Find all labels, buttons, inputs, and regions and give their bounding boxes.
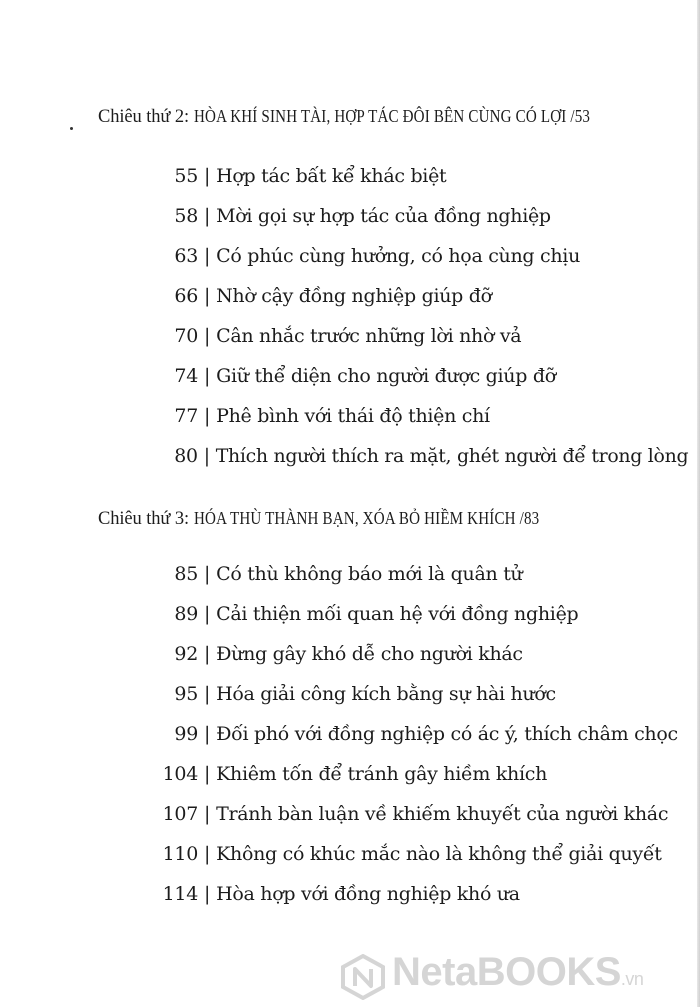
toc-separator: | xyxy=(204,205,211,227)
toc-entry-title: Hòa hợp với đồng nghiệp khó ưa xyxy=(216,883,520,905)
chapter-prefix: Chiêu thứ 3: xyxy=(98,509,194,529)
toc-entry-title: Có thù không báo mới là quân tử xyxy=(216,563,523,585)
toc-separator: | xyxy=(204,883,211,905)
toc-entry xyxy=(152,324,521,348)
toc-page-number: 114 xyxy=(162,883,198,905)
toc-page-number: 74 xyxy=(174,365,198,387)
toc-page-number: 110 xyxy=(162,843,198,865)
toc-page-number: 63 xyxy=(174,245,198,267)
toc-page-number: 89 xyxy=(174,603,198,625)
toc-page-number: 58 xyxy=(174,205,198,227)
toc-separator: | xyxy=(204,643,211,665)
toc-separator: | xyxy=(204,723,211,745)
toc-entry-title: Cải thiện mối quan hệ với đồng nghiệp xyxy=(216,603,579,625)
toc-entry xyxy=(152,244,580,268)
chapter-title: HÓA THÙ THÀNH BẠN, XÓA BỎ HIỀM KHÍCH /83 xyxy=(193,508,539,528)
toc-entry xyxy=(152,562,522,586)
toc-page-number: 80 xyxy=(174,445,198,467)
toc-separator: | xyxy=(204,405,211,427)
watermark-brand-text: NetaBOOKS xyxy=(392,950,621,994)
watermark-logo xyxy=(340,950,700,1007)
toc-page-number: 104 xyxy=(162,763,198,785)
toc-page-number: 77 xyxy=(174,405,198,427)
toc-entry xyxy=(152,882,520,906)
chapter-heading xyxy=(98,106,654,128)
toc-page-number: 85 xyxy=(174,563,198,585)
toc-entry xyxy=(152,802,668,826)
chapter-title: HÒA KHÍ SINH TÀI, HỢP TÁC ĐÔI BÊN CÙNG CÓ LỢI /53 xyxy=(193,106,590,126)
toc-entry xyxy=(152,404,490,428)
toc-page-number: 95 xyxy=(174,683,198,705)
toc-entry-title: Tránh bàn luận về khiếm khuyết của người khác xyxy=(216,803,669,825)
toc-page-number: 92 xyxy=(174,643,198,665)
toc-entry-title: Cân nhắc trước những lời nhờ vả xyxy=(216,325,522,347)
toc-entry-title: Hợp tác bất kể khác biệt xyxy=(216,165,447,187)
toc-separator: | xyxy=(204,365,211,387)
toc-separator: | xyxy=(204,683,211,705)
toc-separator: | xyxy=(203,445,210,467)
watermark-brand xyxy=(392,950,643,995)
toc-entry xyxy=(152,204,551,228)
toc-entry xyxy=(152,284,492,308)
toc-page-number: 99 xyxy=(174,723,198,745)
toc-page-number: 66 xyxy=(174,285,198,307)
toc-entry-title: Hóa giải công kích bằng sự hài hước xyxy=(216,683,556,705)
toc-entry xyxy=(152,444,688,468)
toc-entry-title: Thích người thích ra mặt, ghét người để trong lòng xyxy=(215,445,689,467)
toc-page-number: 107 xyxy=(162,803,198,825)
toc-page-number: 55 xyxy=(174,165,198,187)
toc-separator: | xyxy=(204,843,211,865)
toc-page-number: 70 xyxy=(174,325,198,347)
chapter-heading xyxy=(98,508,595,530)
toc-entry-title: Không có khúc mắc nào là không thể giải quyết xyxy=(216,843,662,865)
toc-separator: | xyxy=(204,245,211,267)
neta-books-logo-icon xyxy=(340,954,386,1000)
toc-entry xyxy=(152,602,578,626)
toc-entry-title: Giữ thể diện cho người được giúp đỡ xyxy=(216,365,556,387)
toc-entry-title: Đối phó với đồng nghiệp có ác ý, thích châm chọc xyxy=(216,723,678,745)
toc-entry xyxy=(152,762,547,786)
toc-entry xyxy=(152,642,523,666)
toc-entry xyxy=(152,364,556,388)
toc-entry-title: Phê bình với thái độ thiện chí xyxy=(216,405,490,427)
watermark-tld: .vn xyxy=(620,969,644,989)
bullet-dot xyxy=(70,127,73,130)
toc-separator: | xyxy=(204,285,211,307)
toc-entry-title: Có phúc cùng hưởng, có họa cùng chịu xyxy=(216,245,581,267)
toc-separator: | xyxy=(204,603,211,625)
toc-entry-title: Đừng gây khó dễ cho người khác xyxy=(216,643,523,665)
toc-entry-title: Khiêm tốn để tránh gây hiềm khích xyxy=(216,763,548,785)
toc-entry-title: Nhờ cậy đồng nghiệp giúp đỡ xyxy=(216,285,492,307)
toc-entry xyxy=(152,164,446,188)
toc-entry-title: Mời gọi sự hợp tác của đồng nghiệp xyxy=(216,205,551,227)
toc-separator: | xyxy=(204,763,211,785)
toc-separator: | xyxy=(204,165,211,187)
toc-entry xyxy=(152,682,556,706)
toc-separator: | xyxy=(204,803,211,825)
toc-separator: | xyxy=(204,325,211,347)
toc-entry xyxy=(152,842,662,866)
toc-separator: | xyxy=(204,563,211,585)
toc-entry xyxy=(152,722,678,746)
chapter-prefix: Chiêu thứ 2: xyxy=(98,107,194,127)
